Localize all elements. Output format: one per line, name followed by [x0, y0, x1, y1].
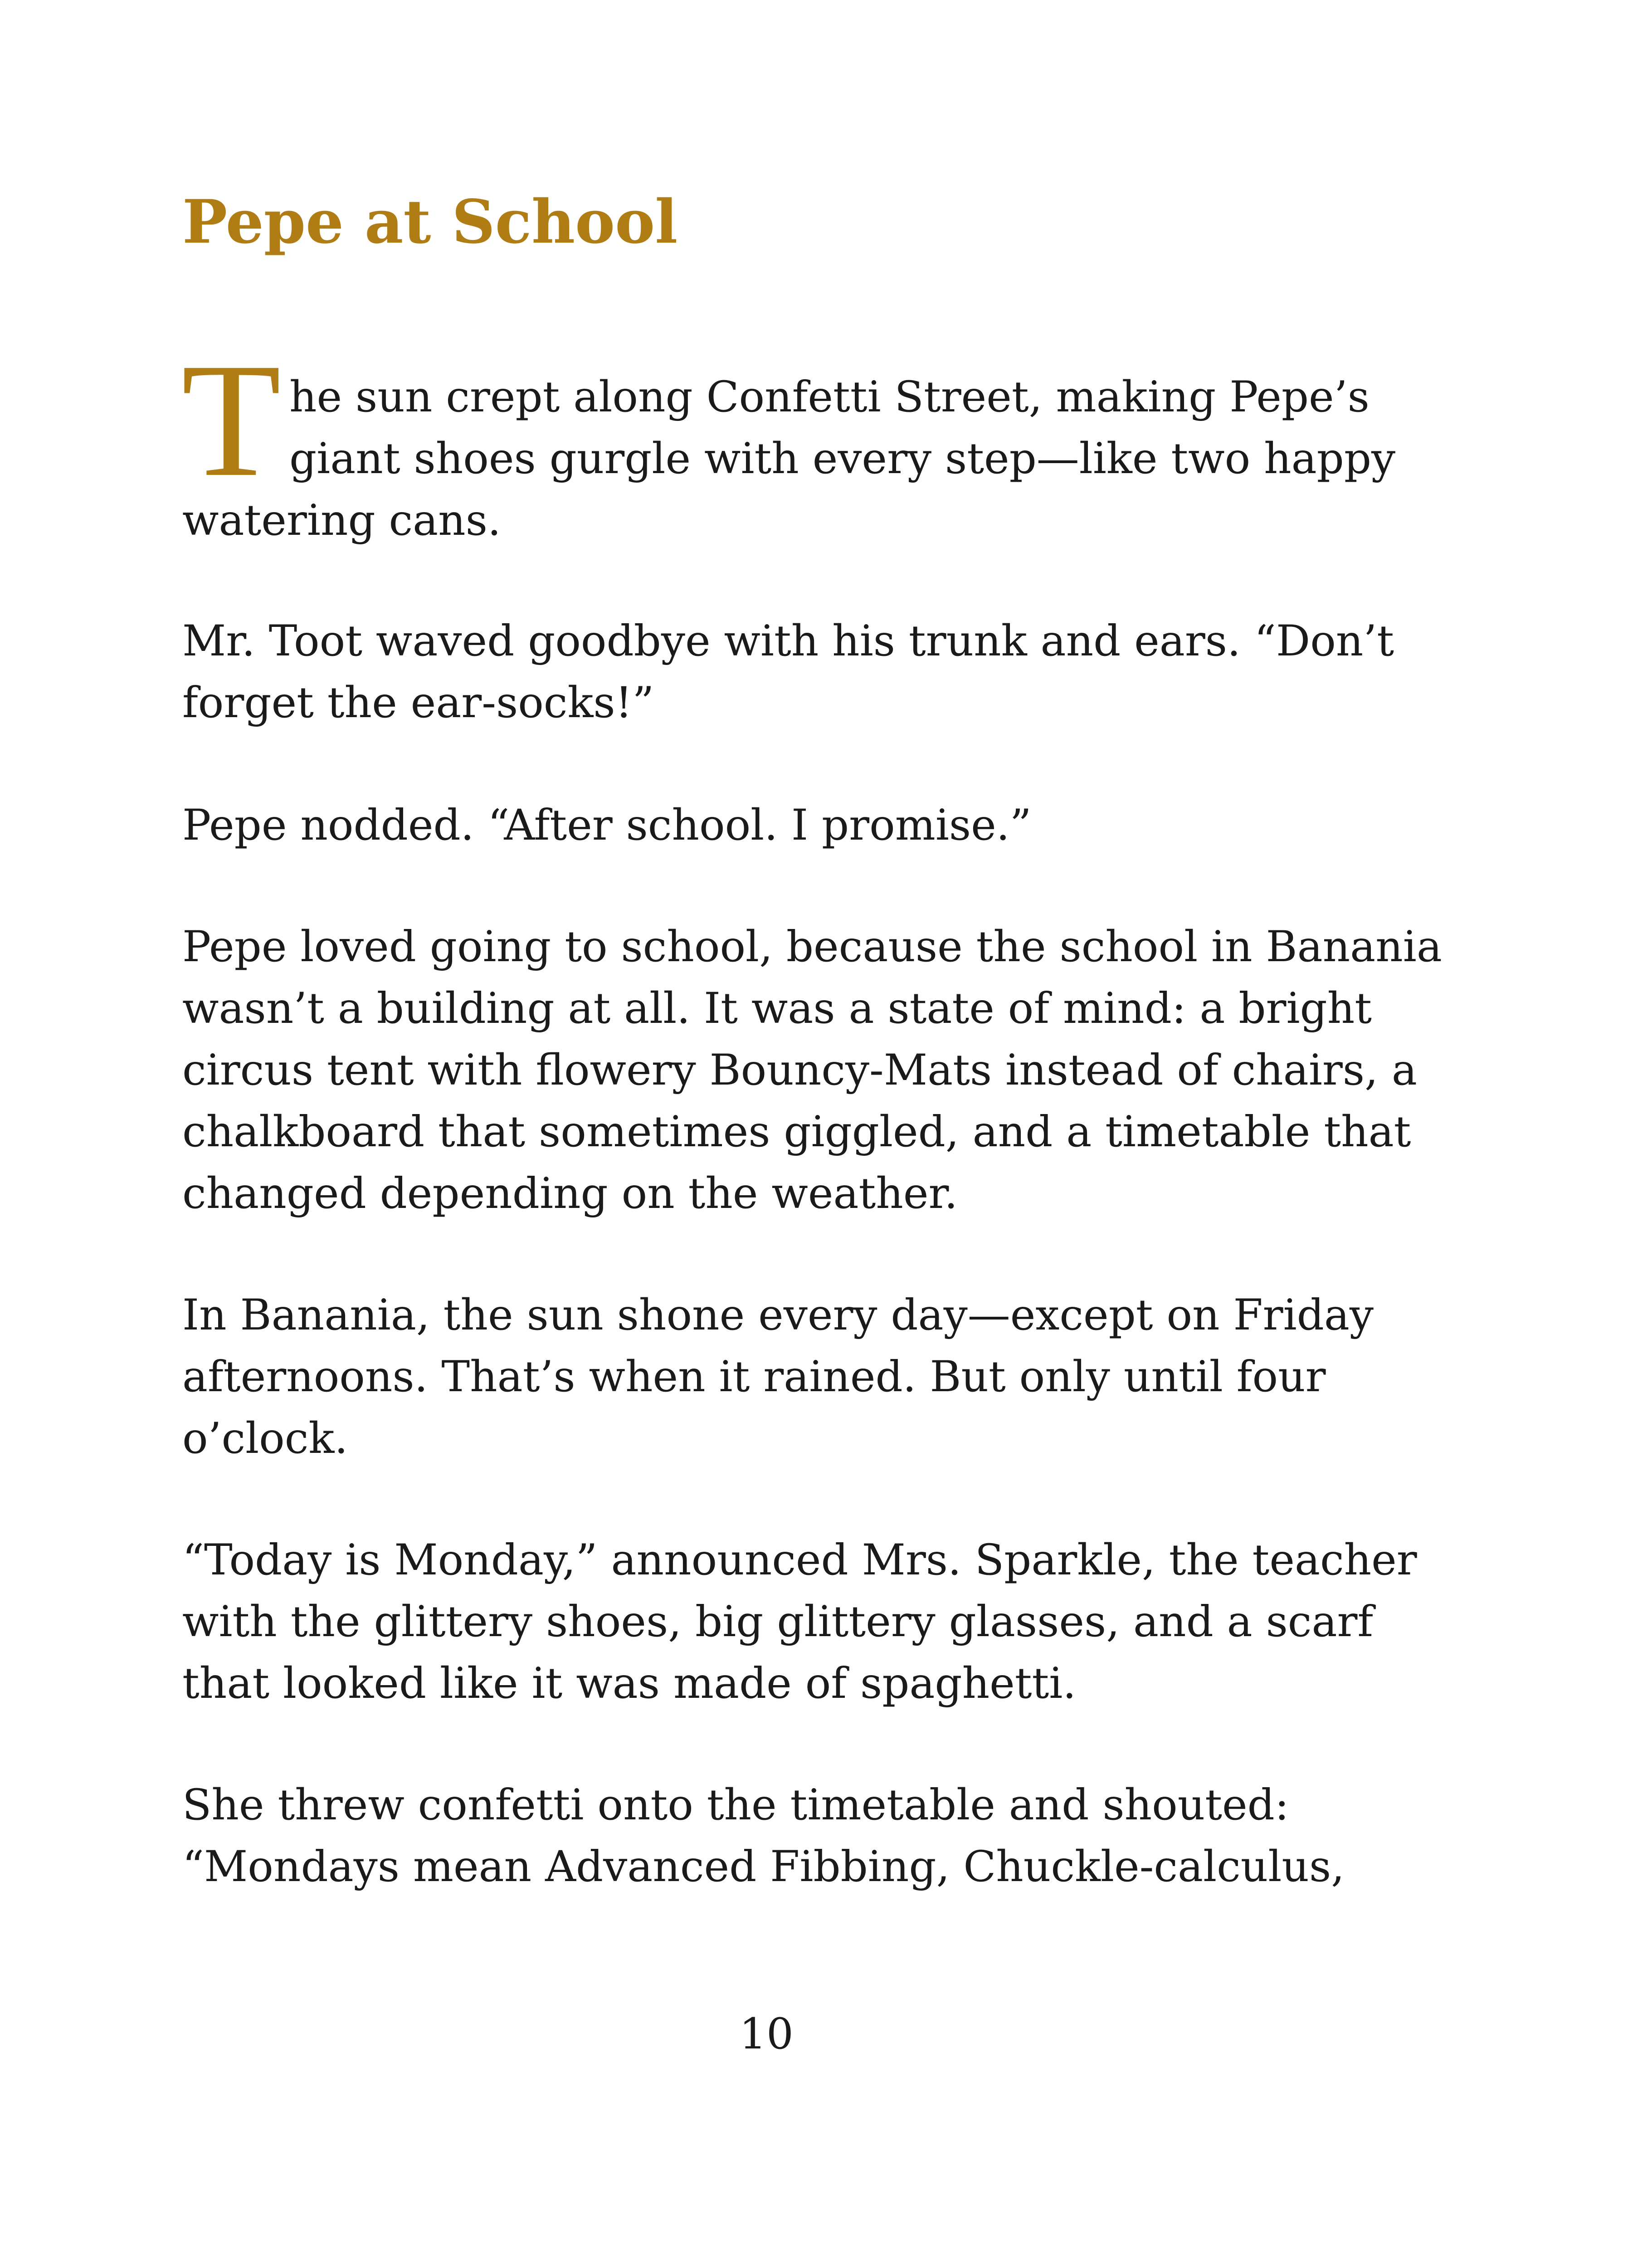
text-line: wasn’t a building at all. It was a state of mind: a bright: [182, 984, 1372, 1033]
text-line: “Today is Monday,” announced Mrs. Sparkle, the teacher: [182, 1535, 1417, 1585]
paragraph-7: [182, 1774, 1379, 1898]
drop-cap: T: [181, 329, 281, 510]
paragraph-3: [182, 795, 1379, 856]
text-line: Pepe loved going to school, because the school in Banania: [182, 922, 1442, 972]
paragraph-6: [182, 1530, 1417, 1715]
chapter-title: Pepe at School: [182, 187, 678, 257]
text-line: forget the ear-socks!”: [182, 678, 654, 728]
text-line: he sun crept along Confetti Street, making Pepe’s: [289, 372, 1370, 422]
text-line: Pepe nodded. “After school. I promise.”: [182, 801, 1032, 850]
text-line: with the glittery shoes, big glittery glasses, and a scarf: [182, 1597, 1374, 1647]
page-number: 10: [739, 2009, 794, 2059]
text-line: circus tent with flowery Bouncy-Mats instead of chairs, a: [182, 1046, 1417, 1095]
text-line: that looked like it was made of spaghetti.: [182, 1659, 1077, 1708]
text-line: “Mondays mean Advanced Fibbing, Chuckle-calculus,: [182, 1842, 1345, 1892]
text-line: chalkboard that sometimes giggled, and a timetable that: [182, 1107, 1411, 1157]
text-line: changed depending on the weather.: [182, 1169, 958, 1218]
text-line: watering cans.: [182, 496, 501, 545]
text-line: Mr. Toot waved goodbye with his trunk and ears. “Don’t: [182, 616, 1394, 666]
paragraph-5: [182, 1285, 1379, 1470]
paragraph-4: [182, 916, 1442, 1225]
text-line: o’clock.: [182, 1414, 348, 1463]
text-line: In Banania, the sun shone every day—except on Friday: [182, 1290, 1374, 1340]
text-line: afternoons. That’s when it rained. But only until four: [182, 1352, 1326, 1402]
paragraph-1: [182, 367, 1396, 552]
text-line: giant shoes gurgle with every step—like two happy: [289, 434, 1396, 484]
text-line: She threw confetti onto the timetable and shouted:: [182, 1780, 1289, 1830]
paragraph-2: [182, 611, 1394, 734]
